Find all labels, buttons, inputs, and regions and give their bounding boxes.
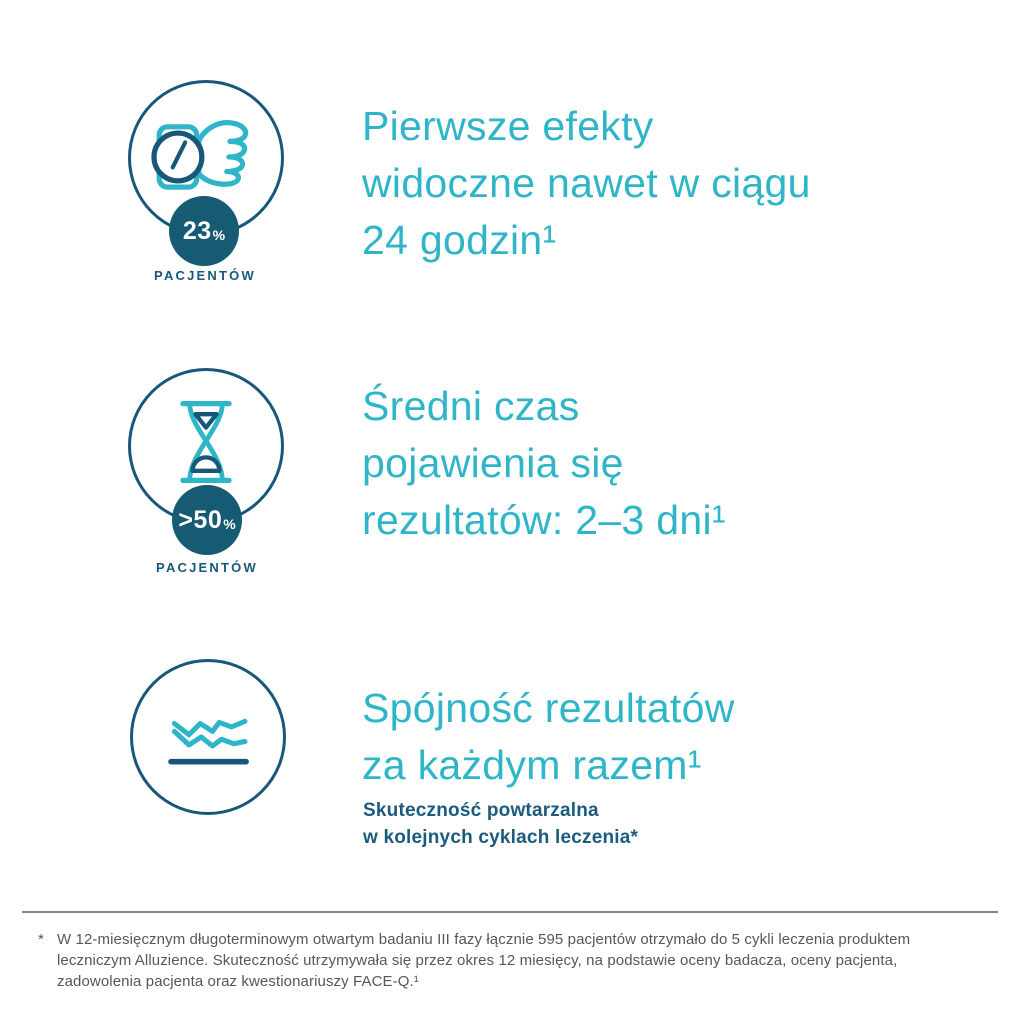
patients-percentage-badge-2 [172,485,242,555]
badge-value: >50 [178,505,223,534]
badge-unit: % [223,515,236,532]
benefit-3-icon-circle [130,659,286,815]
heading-line: za każdym razem¹ [362,742,702,788]
wristwatch-icon [147,106,265,210]
footnote-marker: * [38,931,44,948]
heading-line: Średni czas [362,383,580,429]
benefit-1-heading [362,98,811,269]
patients-label-1: PACJENTÓW [154,268,256,283]
footnote-line: zadowolenia pacjenta oraz kwestionariuszy FACE-Q.¹ [57,973,419,990]
patients-percentage-badge-1 [169,196,239,266]
hourglass-icon [158,394,254,490]
benefit-3-heading [362,680,735,794]
badge-unit: % [212,226,226,243]
heading-line: 24 godzin¹ [362,217,557,263]
benefit-3-subtext [363,797,638,851]
heading-line: rezultatów: 2–3 dni¹ [362,497,726,543]
footnote-line: W 12-miesięcznym długoterminowym otwartym badaniu III fazy łącznie 595 pacjentów otrzymało do 5 cykli leczenia produktem [57,931,911,948]
subtext-line: Skuteczność powtarzalna [363,800,599,821]
heading-line: pojawienia się [362,440,624,486]
footnote-text [57,929,910,992]
footnote-divider [22,911,998,913]
heading-line: Pierwsze efekty [362,103,654,149]
trend-lines-icon [152,681,264,793]
heading-line: Spójność rezultatów [362,685,735,731]
footnote-line: leczniczym Alluzience. Skuteczność utrzymywała się przez okres 12 miesięcy, na podstawie oceny badacza, oceny pacjenta, [57,952,898,969]
benefit-2-heading [362,378,726,549]
patients-label-2: PACJENTÓW [156,560,258,575]
badge-value: 23 [182,216,212,245]
subtext-line: w kolejnych cyklach leczenia* [363,827,639,848]
heading-line: widoczne nawet w ciągu [362,160,811,206]
